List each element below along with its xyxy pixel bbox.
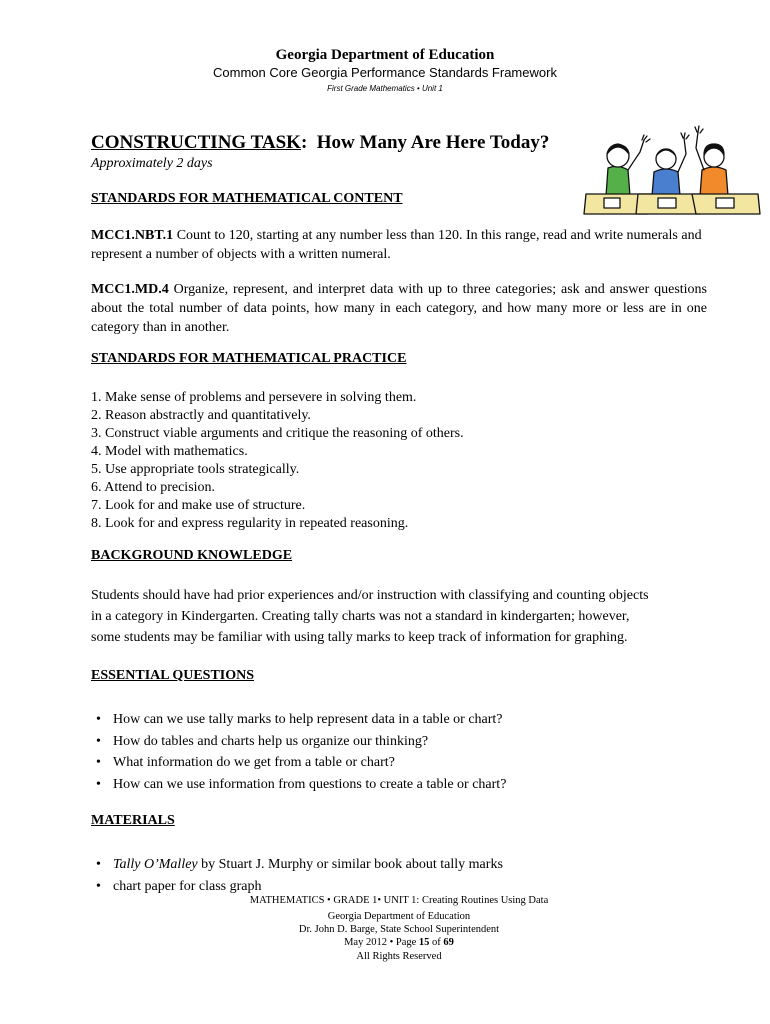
essential-questions-list xyxy=(96,709,506,795)
material-text: chart paper for class graph xyxy=(113,878,262,894)
standard-nbt1 xyxy=(91,226,707,264)
paper-middle xyxy=(658,198,676,208)
book-description: by Stuart J. Murphy or similar book about tally marks xyxy=(197,857,503,872)
standard-code: MCC1.MD.4 xyxy=(91,282,169,297)
background-line: in a category in Kindergarten. Creating tally charts was not a standard in kindergarten; however, xyxy=(91,609,630,624)
bullet-icon: • xyxy=(96,755,101,770)
task-label: CONSTRUCTING TASK xyxy=(91,132,301,153)
page-number: 15 xyxy=(418,937,430,948)
background-heading: BACKGROUND KNOWLEDGE xyxy=(91,548,293,563)
bullet-icon: • xyxy=(96,712,101,727)
paper-right xyxy=(716,198,734,208)
child-right-arm xyxy=(696,132,704,170)
header-org: Georgia Department of Education xyxy=(275,47,495,63)
header-framework: Common Core Georgia Performance Standards Framework xyxy=(213,65,557,80)
question-text: How can we use information from questions to create a table or chart? xyxy=(113,776,507,792)
materials-list xyxy=(96,854,503,897)
list-item xyxy=(96,774,506,796)
question-text: How can we use tally marks to help represent data in a table or chart? xyxy=(113,712,503,727)
child-right-shirt xyxy=(700,167,728,196)
background-line: some students may be familiar with using tally marks to keep track of information for graphing. xyxy=(91,630,628,645)
materials-heading: MATERIALS xyxy=(91,813,175,828)
bullet-icon: • xyxy=(96,776,101,792)
practice-standards-heading: STANDARDS FOR MATHEMATICAL PRACTICE xyxy=(91,351,407,366)
question-text: How do tables and charts help us organize our thinking? xyxy=(113,733,429,749)
background-text xyxy=(91,585,731,648)
list-item: 2. Reason abstractly and quantitatively. xyxy=(91,408,311,423)
bullet-icon: • xyxy=(96,733,101,749)
footer-rights: All Rights Reserved xyxy=(356,951,442,962)
list-item: 8. Look for and express regularity in repeated reasoning. xyxy=(91,516,409,531)
task-name: How Many Are Here Today? xyxy=(316,132,550,153)
background-line: Students should have had prior experiences and/or instruction with classifying and counting objects xyxy=(91,588,649,603)
footer-page xyxy=(0,937,770,948)
child-left-arm xyxy=(628,140,644,170)
standard-text: Count to 120, starting at any number less than 120. In this range, read and write numerals and represent a number of objects with a written numeral. xyxy=(91,228,702,262)
practice-standards-list xyxy=(91,389,464,533)
child-mid-shirt xyxy=(652,169,680,196)
classroom-illustration xyxy=(582,124,764,220)
list-item: 1. Make sense of problems and persevere in solving them. xyxy=(91,390,417,405)
task-duration: Approximately 2 days xyxy=(91,156,213,171)
list-item xyxy=(96,731,506,753)
list-item xyxy=(96,752,506,774)
footer-page-prefix: May 2012 • Page xyxy=(344,937,419,948)
list-item: 7. Look for and make use of structure. xyxy=(91,498,306,513)
book-title: Tally O’Malley xyxy=(113,857,198,872)
bullet-icon: • xyxy=(96,878,101,894)
bullet-icon: • xyxy=(96,857,101,872)
list-item: 4. Model with mathematics. xyxy=(91,444,248,459)
child-left-shirt xyxy=(606,166,630,196)
footer-superintendent: Dr. John D. Barge, State School Superintendent xyxy=(298,924,500,935)
essential-questions-heading: ESSENTIAL QUESTIONS xyxy=(91,668,255,683)
list-item: 5. Use appropriate tools strategically. xyxy=(91,462,300,477)
footer-org: Georgia Department of Education xyxy=(327,911,471,922)
list-item xyxy=(96,876,503,898)
list-item: 6. Attend to precision. xyxy=(91,480,216,495)
page-total: 69 xyxy=(443,937,454,948)
standard-code: MCC1.NBT.1 xyxy=(91,228,174,243)
standard-text: Organize, represent, and interpret data with up to three categories; ask and answer questions about the total number of data points, how many in each category, and how many more or less are in one category than in another. xyxy=(91,282,707,335)
list-item: 3. Construct viable arguments and critique the reasoning of others. xyxy=(91,426,464,441)
list-item xyxy=(96,709,506,731)
footer-page-of: of xyxy=(429,937,444,948)
task-title xyxy=(91,132,549,154)
paper-left xyxy=(604,198,620,208)
footer-unit: MATHEMATICS • GRADE 1• UNIT 1: Creating Routines Using Data xyxy=(249,895,549,906)
list-item xyxy=(96,854,503,876)
standard-md4 xyxy=(91,280,707,337)
header-subtitle: First Grade Mathematics • Unit 1 xyxy=(327,84,443,93)
content-standards-heading: STANDARDS FOR MATHEMATICAL CONTENT xyxy=(91,191,403,206)
question-text: What information do we get from a table or chart? xyxy=(113,755,395,770)
task-colon: : xyxy=(300,132,308,153)
child-mid-arm xyxy=(678,138,686,172)
